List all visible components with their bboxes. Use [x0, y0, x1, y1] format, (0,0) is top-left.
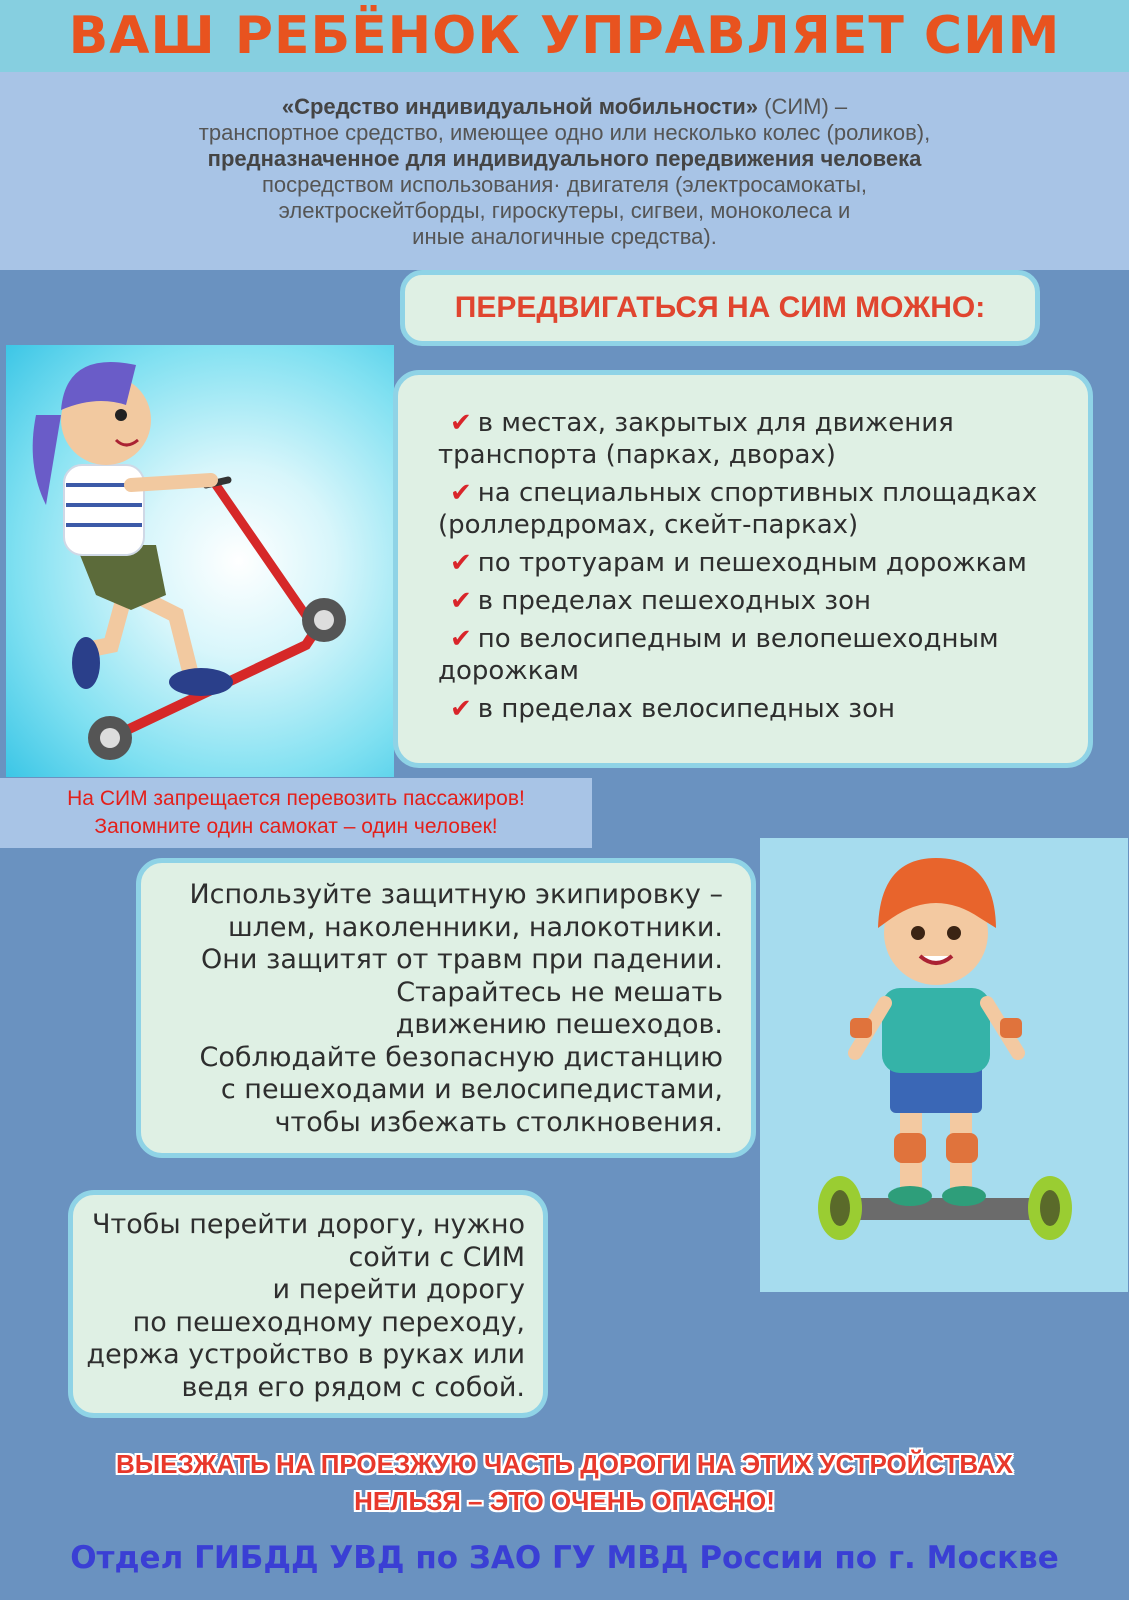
- hoverboard-boy-icon: [760, 838, 1128, 1292]
- equipment-line: Соблюдайте безопасную дистанцию: [199, 1041, 723, 1073]
- scooter-boy-icon: [6, 345, 394, 777]
- crossing-line: ведя его рядом с собой.: [181, 1371, 525, 1403]
- definition-term: «Средство индивидуальной мобильности»: [281, 94, 758, 119]
- allowed-list: [393, 370, 1093, 768]
- allowed-item-text: в пределах велосипедных зон: [477, 694, 895, 724]
- equipment-line: движению пешеходов.: [395, 1009, 723, 1040]
- allowed-item-text: на специальных спортивных площадках: [477, 478, 1038, 508]
- boy-on-kick-scooter-illustration: [6, 345, 394, 777]
- definition-line-3: предназначенное для индивидуального передвижения человека: [207, 146, 922, 171]
- footer-department: Отдел ГИБДД УВД по ЗАО ГУ МВД России по г. Москве: [70, 1540, 1059, 1576]
- check-icon: ✔: [450, 408, 472, 438]
- equipment-line: Старайтесь не мешать: [396, 976, 723, 1008]
- passenger-warning-line-1: На СИМ запрещается перевозить пассажиров!: [67, 787, 525, 810]
- equipment-line: Они защитят от травм при падении.: [200, 944, 723, 975]
- equipment-line: чтобы избежать столкновения.: [274, 1106, 723, 1138]
- allowed-item-text: по тротуарам и пешеходным дорожкам: [477, 548, 1027, 578]
- definition-line-1: [0, 94, 1129, 120]
- crossing-line: сойти с СИМ: [348, 1241, 525, 1273]
- allowed-item-5: [438, 623, 1068, 687]
- allowed-item-text-cont: (роллердромах, скейт-парках): [438, 510, 859, 540]
- definition-line-2: транспортное средство, имеющее одно или несколько колес (роликов),: [198, 120, 931, 145]
- equipment-line: Используйте защитную экипировку –: [189, 879, 723, 910]
- page-title: ВАШ РЕБЁНОК УПРАВЛЯЕТ СИМ: [68, 6, 1061, 66]
- passenger-warning-line-2: Запомните один самокат – один человек!: [94, 815, 498, 838]
- crossing-advice: [68, 1190, 548, 1418]
- allowed-item-2: [438, 477, 1068, 541]
- definition-block: [0, 72, 1129, 270]
- allowed-item-text: в пределах пешеходных зон: [477, 586, 872, 616]
- crossing-line: Чтобы перейти дорогу, нужно: [91, 1209, 525, 1240]
- allowed-item-6: [438, 693, 1068, 725]
- danger-line-2: НЕЛЬЗЯ – ЭТО ОЧЕНЬ ОПАСНО!: [354, 1486, 775, 1516]
- allowed-item-1: [438, 407, 1068, 471]
- check-icon: ✔: [450, 548, 472, 578]
- crossing-line: по пешеходному переходу,: [132, 1306, 525, 1338]
- allowed-item-text: по велосипедным и велопешеходным: [477, 624, 999, 654]
- allowed-item-text-cont: транспорта (парках, дворах): [438, 440, 836, 470]
- check-icon: ✔: [450, 624, 472, 654]
- check-icon: ✔: [450, 694, 472, 724]
- check-icon: ✔: [450, 586, 472, 616]
- definition-line-6: иные аналогичные средства).: [412, 224, 717, 249]
- check-icon: ✔: [450, 478, 472, 508]
- definition-abbrev: (СИМ) –: [758, 94, 848, 119]
- crossing-line: держа устройство в руках или: [86, 1339, 525, 1370]
- allowed-item-4: [438, 585, 1068, 617]
- allowed-item-text-cont: дорожкам: [438, 656, 579, 686]
- equipment-line: с пешеходами и велосипедистами,: [220, 1074, 723, 1105]
- definition-line-5: электроскейтборды, гироскутеры, сигвеи, моноколеса и: [278, 198, 851, 223]
- equipment-line: шлем, наколенники, налокотники.: [227, 911, 723, 943]
- allowed-item-3: [438, 547, 1068, 579]
- passenger-warning: [0, 778, 592, 848]
- roadway-danger-warning: [0, 1446, 1129, 1520]
- equipment-advice: [136, 858, 756, 1158]
- danger-line-1: ВЫЕЗЖАТЬ НА ПРОЕЗЖУЮ ЧАСТЬ ДОРОГИ НА ЭТИХ УСТРОЙСТВАХ: [115, 1449, 1014, 1479]
- crossing-line: и перейти дорогу: [272, 1274, 525, 1305]
- definition-line-4: посредством использования· двигателя (электросамокаты,: [261, 172, 868, 197]
- allowed-heading-banner: ПЕРЕДВИГАТЬСЯ НА СИМ МОЖНО:: [400, 270, 1040, 346]
- boy-on-hoverboard-illustration: [760, 838, 1128, 1292]
- allowed-item-text: в местах, закрытых для движения: [477, 408, 954, 438]
